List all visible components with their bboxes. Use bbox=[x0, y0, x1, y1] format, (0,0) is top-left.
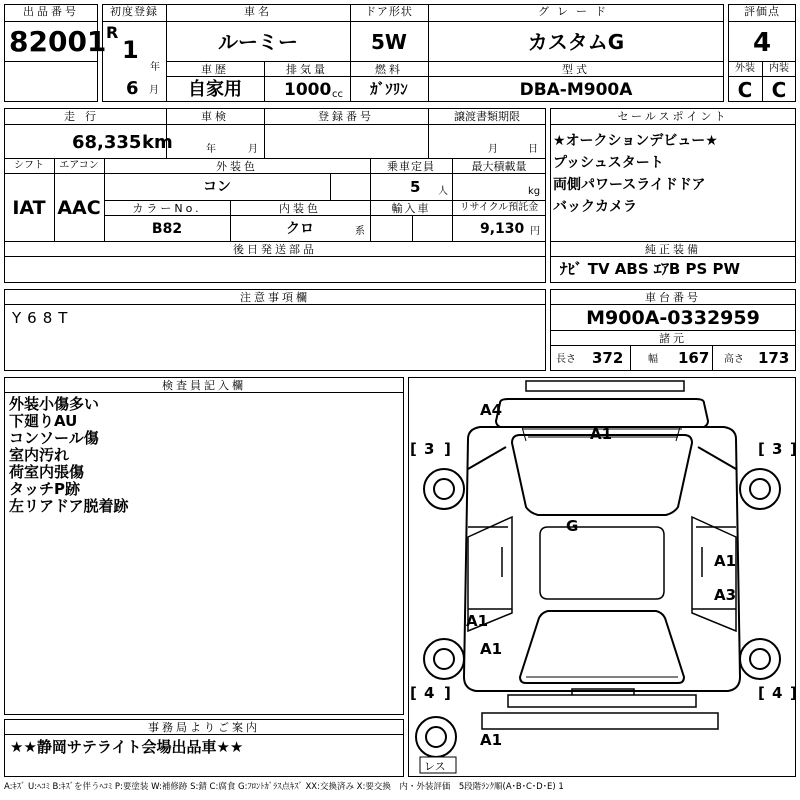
height-label: 高さ bbox=[724, 354, 744, 365]
fuel-label: 燃料 bbox=[375, 63, 403, 76]
tire-rear-left bbox=[424, 639, 464, 679]
year-unit: 年 bbox=[150, 62, 160, 73]
registration-month: 6 bbox=[126, 78, 139, 99]
interior-color: クロ bbox=[286, 221, 314, 237]
office-text: ★★静岡サテライト会場出品車★★ bbox=[10, 738, 244, 756]
registration-year: 1 bbox=[122, 36, 139, 64]
model-code: DBA-M900A bbox=[519, 80, 633, 100]
max-load-label: 最大積載量 bbox=[471, 160, 527, 173]
legend: A:ｷｽﾞ U:ﾍｺﾐ B:ｷｽﾞを伴うﾍｺﾐ P:要塗装 W:補修跡 S:錆 C:腐食 G:ﾌﾛﾝﾄｶﾞﾗｽ点ｷｽﾞ XX:交換済み X:要交換 内・外装評価 5段階ﾗﾝｸ順(A･B･C･D･E) 1 bbox=[4, 782, 564, 792]
damage-mark: A1 bbox=[480, 640, 503, 658]
model-label: 型式 bbox=[562, 63, 590, 76]
tire-front-left bbox=[424, 469, 464, 509]
front-bumper bbox=[526, 381, 684, 391]
tire-bracket-rl: [ bbox=[410, 684, 417, 702]
recycle-label: リサイクル預託金 bbox=[459, 202, 539, 213]
inspection-label: 車検 bbox=[201, 110, 229, 123]
width-label: 幅 bbox=[648, 354, 658, 365]
door-label: ドア形状 bbox=[365, 5, 413, 18]
era: R bbox=[106, 23, 119, 42]
sales-points-list bbox=[553, 130, 718, 218]
exterior-label: 外装 bbox=[735, 63, 755, 74]
office-label: 事務局よりご案内 bbox=[148, 721, 260, 734]
inspector-note: タッチP跡 bbox=[9, 480, 80, 498]
transfer-day-unit: 日 bbox=[528, 144, 538, 155]
rear-window bbox=[520, 611, 684, 683]
lot-number: 82001 bbox=[9, 25, 107, 58]
capacity-label: 乗車定員 bbox=[387, 160, 435, 173]
capacity: 5 bbox=[410, 178, 421, 196]
sales-points-label: セールスポイント bbox=[617, 110, 729, 123]
aircon-label: エアコン bbox=[59, 160, 99, 171]
inspector-notes bbox=[9, 396, 129, 515]
exterior-grade: C bbox=[737, 78, 753, 102]
damage-mark: A1 bbox=[480, 731, 503, 749]
length: 372 bbox=[592, 349, 624, 367]
inspector-note: 室内汚れ bbox=[9, 446, 70, 464]
shift-label: シフト bbox=[14, 160, 44, 171]
history: 自家用 bbox=[188, 79, 242, 100]
chassis-label: 車台番号 bbox=[645, 291, 701, 304]
color-number-label: カラーNo. bbox=[132, 202, 202, 215]
history-label: 車歴 bbox=[201, 63, 229, 76]
damage-mark: G bbox=[566, 517, 579, 535]
aircon: AAC bbox=[57, 197, 101, 219]
inspector-note: コンソール傷 bbox=[9, 429, 99, 447]
tire-tread-rear-left: 4 bbox=[424, 684, 435, 702]
damage-mark: A1 bbox=[714, 552, 737, 570]
tire-tread-front-right: 3 bbox=[772, 440, 783, 458]
load-unit: kg bbox=[528, 186, 541, 197]
caution-text: Y68T bbox=[12, 309, 74, 327]
fuel: ｶﾞｿﾘﾝ bbox=[370, 80, 408, 98]
inspector-note: 荷室内張傷 bbox=[9, 463, 85, 481]
import-label: 輸入車 bbox=[391, 202, 431, 215]
spare-tire bbox=[416, 717, 456, 757]
sales-point: ★オークションデビュー★ bbox=[553, 133, 718, 149]
roof bbox=[540, 527, 664, 599]
tire-bracket-rr-close: ] bbox=[790, 684, 797, 702]
grade-label: グレード bbox=[538, 5, 614, 18]
score-label: 評価点 bbox=[744, 5, 780, 18]
sales-point: プッシュスタート bbox=[553, 155, 664, 171]
inspector-note: 外装小傷多い bbox=[9, 395, 100, 413]
tire-bracket-fl-close: ] bbox=[444, 440, 451, 458]
mileage-label: 走行 bbox=[64, 110, 106, 123]
height: 173 bbox=[758, 349, 790, 367]
exterior-color: コン bbox=[203, 179, 231, 195]
capacity-unit: 人 bbox=[438, 186, 448, 197]
width: 167 bbox=[678, 349, 710, 367]
interior-color-unit: 系 bbox=[355, 226, 365, 237]
interior-color-label: 内装色 bbox=[279, 202, 321, 215]
first-registration-label: 初度登録 bbox=[110, 5, 158, 18]
chassis-number: M900A-0332959 bbox=[586, 307, 760, 329]
shift: IAT bbox=[12, 197, 46, 219]
inspector-label: 検査員記入欄 bbox=[162, 379, 246, 392]
specs-label: 諸元 bbox=[659, 332, 687, 345]
car-name: ルーミー bbox=[218, 30, 298, 54]
transfer-deadline-label: 譲渡書類期限 bbox=[454, 110, 520, 123]
body-outline bbox=[496, 399, 708, 427]
car-name-label: 車名 bbox=[244, 5, 272, 18]
later-parts-label: 後日発送部品 bbox=[233, 243, 317, 256]
color-number: B82 bbox=[151, 221, 183, 237]
exterior-color-label: 外装色 bbox=[216, 160, 258, 173]
damage-mark: A3 bbox=[714, 586, 737, 604]
grade: カスタムG bbox=[527, 30, 625, 54]
inspection-month-unit: 月 bbox=[248, 144, 258, 155]
score: 4 bbox=[752, 28, 772, 58]
tire-bracket-fr: [ bbox=[758, 440, 765, 458]
recycle-unit: 円 bbox=[530, 226, 540, 237]
door-type: 5W bbox=[371, 30, 407, 54]
length-label: 長さ bbox=[556, 354, 576, 365]
tire-rear-right bbox=[740, 639, 780, 679]
recycle-fee: 9,130 bbox=[480, 221, 525, 237]
damage-mark: A1 bbox=[466, 612, 489, 630]
rear-bumper bbox=[508, 695, 696, 707]
tire-tread-front-left: 3 bbox=[424, 440, 435, 458]
tire-front-right bbox=[740, 469, 780, 509]
mileage: 68,335 bbox=[72, 132, 142, 153]
displacement: 1000 bbox=[284, 80, 332, 100]
equipment-label: 純正装備 bbox=[645, 243, 701, 256]
displacement-unit: cc bbox=[332, 89, 343, 100]
tire-tread-rear-right: 4 bbox=[772, 684, 783, 702]
displacement-label: 排気量 bbox=[286, 63, 328, 76]
transfer-month-unit: 月 bbox=[488, 144, 498, 155]
lot-number-label: 出品番号 bbox=[23, 5, 79, 18]
interior-grade: C bbox=[771, 78, 787, 102]
caution-label: 注意事項欄 bbox=[240, 291, 310, 304]
tire-bracket-rr: [ bbox=[758, 684, 765, 702]
registration-number-label: 登録番号 bbox=[318, 110, 374, 123]
mileage-unit: km bbox=[142, 132, 173, 153]
interior-label: 内装 bbox=[769, 63, 789, 74]
car-diagram bbox=[408, 377, 796, 777]
inspection-year-unit: 年 bbox=[206, 144, 216, 155]
sales-point: 両側パワースライドドア bbox=[553, 177, 706, 193]
inspector-note: 下廻りAU bbox=[9, 412, 78, 430]
inspector-note: 左リアドア脱着跡 bbox=[9, 497, 129, 515]
tire-bracket-rl-close: ] bbox=[444, 684, 451, 702]
tire-bracket-fl: [ bbox=[410, 440, 417, 458]
damage-mark: A4 bbox=[480, 401, 503, 419]
month-unit: 月 bbox=[149, 85, 159, 96]
tire-bracket-fr-close: ] bbox=[790, 440, 797, 458]
sales-point: バックカメラ bbox=[553, 199, 637, 215]
windshield bbox=[512, 435, 692, 515]
spare-label: レス bbox=[424, 760, 446, 773]
equipment: ﾅﾋﾞ TV ABS ｴｱB PS PW bbox=[560, 260, 741, 278]
damage-mark: A1 bbox=[590, 425, 613, 443]
